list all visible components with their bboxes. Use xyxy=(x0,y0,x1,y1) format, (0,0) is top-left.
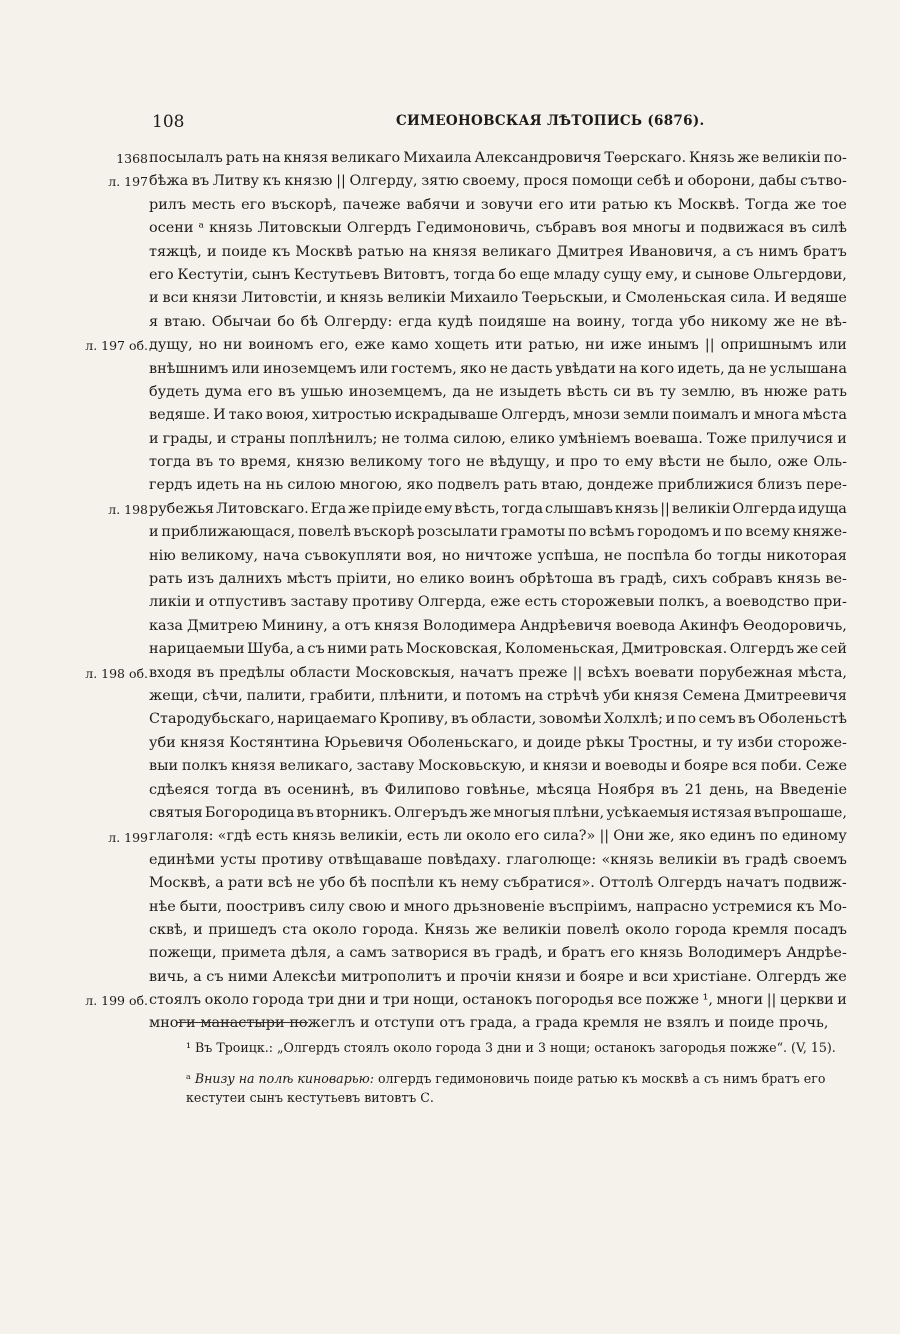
text-line: Стародубьскаго, нарицаемаго Кропиву, въ области, зовомѣи Холхлѣ; и по семъ въ Оболеньстѣ xyxy=(149,711,847,728)
text-line: пожещи, примета дѣля, а самъ затворися въ градѣ, и братъ его князь Володимеръ Андрѣе- xyxy=(149,945,847,962)
footnote-1: ¹ Въ Троицк.: „Олгердъ стоялъ около города 3 дни и 3 нощи; останокъ загородья пожже“. (V, 15). xyxy=(186,1040,836,1055)
margin-folio-note: л. 197 xyxy=(108,174,148,190)
text-line: и приближающася, повелѣ въскорѣ розсылати грамоты по всѣмъ городомъ и по всему княже- xyxy=(149,524,847,541)
text-line: глаголя: «гдѣ есть князь великіи, есть ли около его сила?» || Они же, яко единъ по единому xyxy=(149,828,847,845)
text-line: дущу, но ни воиномъ его, еже камо хощеть ити ратью, ни иже инымъ || опришнымъ или xyxy=(149,337,847,354)
text-line: и грады, и страны поплѣнилъ; не толма силою, елико умѣніемъ воеваша. Тоже прилучися и xyxy=(149,430,847,447)
footnote-a xyxy=(186,1069,848,1107)
text-line: будеть дума его въ ушью иноземцемъ, да не изыдеть вѣсть си въ ту землю, въ нюже рать xyxy=(149,383,847,400)
text-line: ликіи и отпустивъ заставу противу Олгерда, еже есть сторожевыи полкъ, а воеводство при- xyxy=(149,594,847,611)
text-line: жещи, сѣчи, палити, грабити, плѣнити, и потомъ на стрѣчѣ уби князя Семена Дмитреевичя xyxy=(149,687,847,704)
margin-folio-note: 1368 xyxy=(116,151,148,166)
text-line: святыя Богородица въ вторникъ. Олгеръдъ же многыя плѣни, усѣкаемыя истязая въпрошаше, xyxy=(149,804,847,821)
margin-folio-note: л. 198 об. xyxy=(85,665,148,681)
text-line: внѣшнимъ или иноземцемъ или гостемъ, яко не дасть увѣдати на кого идеть, да не услышана xyxy=(149,360,847,377)
text-line: каза Дмитрею Минину, а отъ князя Володимера Андрѣевичя воевода Акинфъ Ѳеодоровичь, xyxy=(149,617,847,634)
text-line: я втаю. Обычаи бо бѣ Олгерду: егда кудѣ поидяше на воину, тогда убо никому же не вѣ- xyxy=(149,313,847,330)
text-line: уби князя Костянтина Юрьевичя Оболеньскаго, и доиде рѣкы Тростны, и ту изби стороже- xyxy=(149,734,847,751)
text-line: рилъ месть его въскорѣ, пачеже вабячи и зовучи его ити ратью къ Москвѣ. Тогда же тое xyxy=(149,196,847,213)
text-line: ведяше. И тако воюя, хитростью искрадываше Олгердъ, мнози земли поималъ и многа мѣста xyxy=(149,407,847,424)
text-line: нарицаемыи Шуба, а съ ними рать Московская, Коломеньская, Дмитровская. Олгердъ же сей xyxy=(149,641,847,658)
text-line: посылалъ рать на князя великаго Михаила Александровичя Тѳерскаго. Князь же великіи по- xyxy=(149,150,847,166)
text-line: сквѣ, и пришедъ ста около города. Князь же великіи повелѣ около города кремля посадъ xyxy=(149,921,847,938)
text-line: гердъ идеть на нь силою многою, яко подвелъ рать втаю, дондеже приближися близъ пере- xyxy=(149,477,847,494)
text-line: нѣе быти, поостривъ силу свою и много дрьзновеніе въспріимъ, напрасно устремися къ Мо- xyxy=(149,898,847,915)
text-line: бѣжа въ Литву къ князю || Олгерду, зятю своему, прося помощи себѣ и оборони, дабы сътво- xyxy=(149,173,847,190)
main-text xyxy=(149,147,847,1036)
text-line: тяжцѣ, и поиде къ Москвѣ ратью на князя великаго Дмитрея Ивановичя, а съ нимъ братъ xyxy=(149,243,847,260)
text-line: входя въ предѣлы области Московскыя, начатъ преже || всѣхъ воевати порубежная мѣста, xyxy=(149,664,847,681)
margin-folio-note: л. 199 xyxy=(108,829,148,845)
running-title: СИМЕОНОВСКАЯ ЛѢТОПИСЬ (6876). xyxy=(396,113,705,129)
margin-folio-note: л. 197 об. xyxy=(85,338,148,354)
text-line: единѣми усты противу отвѣщаваше повѣдаху. глаголюще: «князь великіи въ градѣ своемъ xyxy=(149,851,847,868)
text-line: тогда въ то время, князю великому того не вѣдущу, и про то ему вѣсти не было, оже Оль- xyxy=(149,454,847,471)
text-line: его Кестутіи, сынъ Кестутьевъ Витовтъ, тогда бо еще младу сущу ему, и сынове Ольгердови, xyxy=(149,266,847,283)
text-line: Москвѣ, а рати всѣ не убо бѣ поспѣли къ нему събратися». Оттолѣ Олгердъ начатъ подвиж- xyxy=(149,875,847,892)
text-line: рубежья Литовскаго. Егда же пріиде ему вѣсть, тогда слышавъ князь || великіи Олгерда идуща xyxy=(149,500,847,517)
margin-folio-note: л. 198 xyxy=(108,502,148,517)
text-line: выи полкъ князя великаго, заставу Московьскую, и князи и воеводы и бояре вся поби. Сеже xyxy=(149,758,847,775)
text-line: рать изъ далнихъ мѣстъ пріити, но елико воинъ обрѣтоша въ градѣ, сихъ собравъ князь ве- xyxy=(149,571,847,588)
footnote-a-label: Внизу на полѣ киноварью: xyxy=(194,1071,374,1086)
text-line: многи манастыри пожеглъ и отступи отъ града, а града кремля не взялъ и поиде прочь, xyxy=(149,1015,829,1032)
footnote-rule xyxy=(176,1022,308,1023)
text-line: нію великому, нача съвокупляти воя, но ничтоже успѣша, не поспѣла бо тогды никоторая xyxy=(149,547,847,564)
text-line: осени ᵃ князь Литовскыи Олгердъ Гедимоновичь, събравъ воя многы и подвижася въ силѣ xyxy=(149,220,847,237)
text-line: вичь, а съ ними Алексѣи митрополитъ и прочіи князи и бояре и вси христіане. Олгердъ же xyxy=(149,968,847,985)
page-number: 108 xyxy=(152,112,185,132)
text-line: стоялъ около города три дни и три нощи, останокъ погородья все пожже ¹, многи || церкви и xyxy=(149,992,847,1009)
text-line: и вси князи Литовстіи, и князь великіи Михаило Тѳерьскыи, и Смоленьская сила. И ведяше xyxy=(149,290,847,307)
footnote-a-text: олгердъ гедимоновичь поиде ратью къ москвѣ а съ нимъ братъ его кестутеи сынъ кестутьевъ витовтъ С. xyxy=(186,1071,826,1105)
margin-folio-note: л. 199 об. xyxy=(85,993,148,1009)
text-line: сдѣеяся тогда въ осенинѣ, въ Филипово говѣнье, мѣсяца Ноября въ 21 день, на Введеніе xyxy=(149,781,847,798)
footnote-a-mark: ᵃ xyxy=(186,1071,191,1086)
